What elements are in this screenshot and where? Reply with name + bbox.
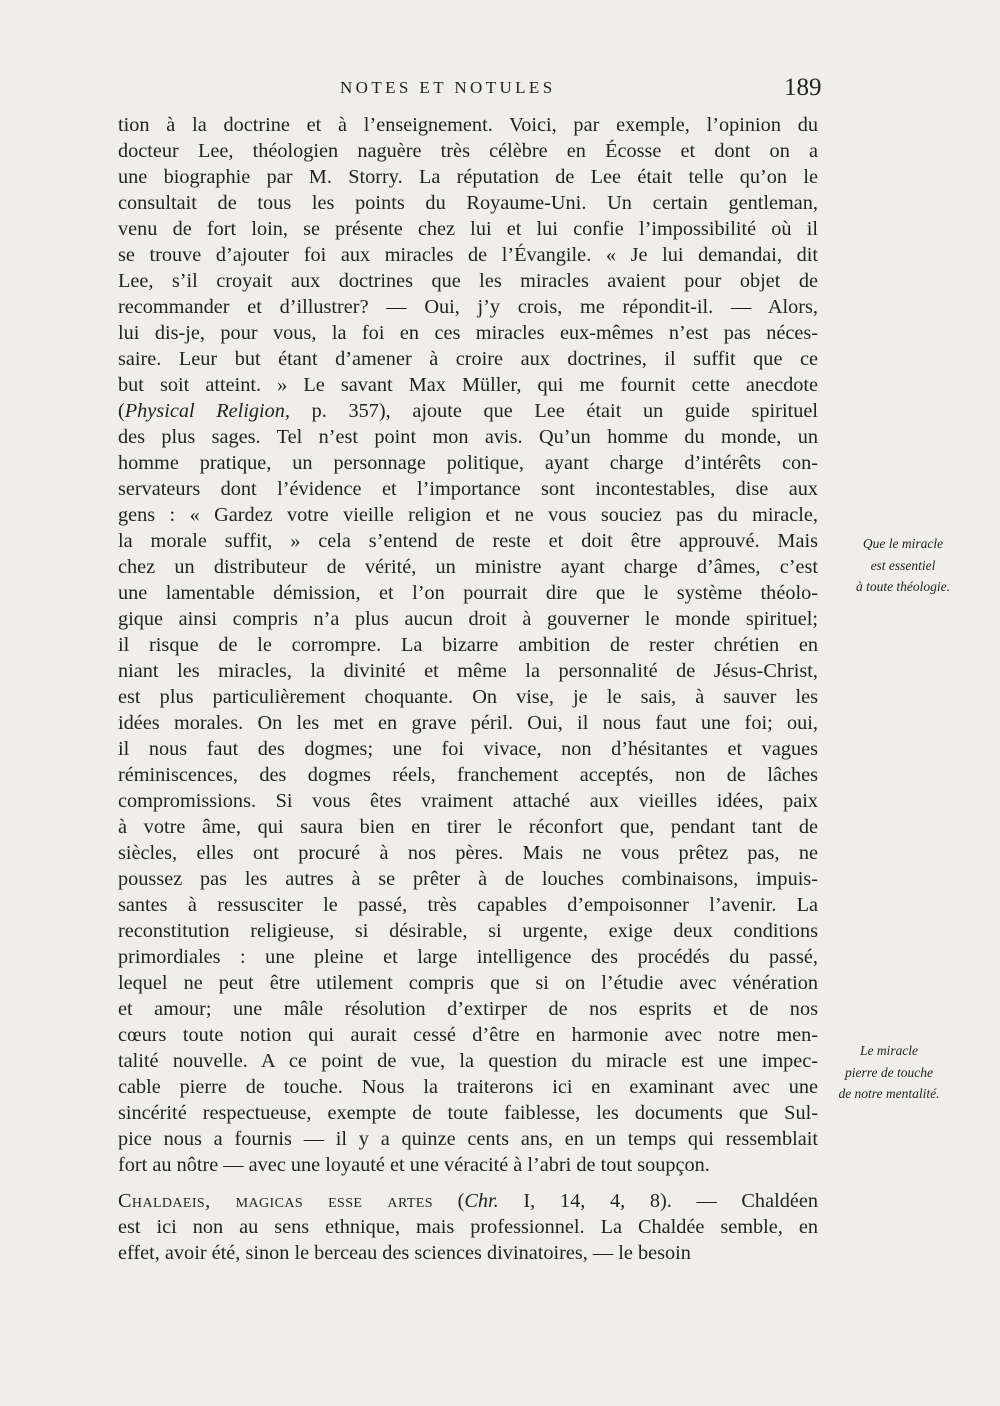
text-line: il nous faut des dogmes; une foi vivace, non d’hésitantes et vagues (118, 738, 818, 760)
text-line: servateurs dont l’évidence et l’importance sont incontestables, dise aux (118, 478, 818, 500)
book-title-italic: Physical Religion, (124, 400, 291, 422)
text-line: lui dis-je, pour vous, la foi en ces miracles eux-mêmes n’est pas néces- (118, 322, 818, 344)
text-line: idées morales. On les met en grave péril. Oui, il nous faut une foi; oui, (118, 712, 818, 734)
margin-note-line: à toute théologie. (855, 579, 951, 594)
text-line: recommander et d’illustrer? — Oui, j’y crois, me répondit-il. — Alors, (118, 296, 818, 318)
text-line: but soit atteint. » Le savant Max Müller, qui me fournit cette anecdote (118, 374, 818, 396)
margin-note (828, 533, 978, 598)
text-line: siècles, elles ont procuré à nos pères. Mais ne vous prêtez pas, ne (118, 842, 818, 864)
text-line: la morale suffit, » cela s’entend de reste et doit être approuvé. Mais (118, 530, 818, 552)
section-heading-latin: Chaldaeis, magicas esse artes (118, 1190, 433, 1212)
text-line: chez un distributeur de vérité, un ministre ayant charge d’âmes, c’est (118, 556, 818, 578)
text-line: saire. Leur but étant d’amener à croire aux doctrines, il suffit que ce (118, 348, 818, 370)
text-line: réminiscences, des dogmes réels, franchement acceptés, non de lâches (118, 764, 818, 786)
text-line: se trouve d’ajouter foi aux miracles de l’Évangile. « Je lui demandai, dit (118, 244, 818, 266)
text-line: des plus sages. Tel n’est point mon avis. Qu’un homme du monde, un (118, 426, 818, 448)
text-line: homme pratique, un personnage politique, ayant charge d’intérêts con- (118, 452, 818, 474)
section-heading-ref-italic: Chr. (464, 1190, 499, 1212)
margin-note-line: Que le miracle (862, 536, 944, 551)
text-line: il risque de le corrompre. La bizarre ambition de rester chrétien en (118, 634, 818, 656)
text-line: primordiales : une pleine et large intelligence des procédés du passé, (118, 946, 818, 968)
text-line: fort au nôtre — avec une loyauté et une véracité à l’abri de tout soupçon. (118, 1154, 710, 1176)
section-heading-ref: I, 14, 4, 8). — Chaldéen (498, 1190, 818, 1212)
text-line: consultait de tous les points du Royaume-Uni. Un certain gentleman, (118, 192, 818, 214)
text-line: poussez pas les autres à se prêter à de louches combinaisons, impuis- (118, 868, 818, 890)
page-number: 189 (784, 74, 822, 101)
text-line: gique ainsi compris n’a plus aucun droit à gouverner le monde spirituel; (118, 608, 818, 630)
section-heading-open-paren: ( (457, 1190, 465, 1212)
margin-note-line: pierre de touche (845, 1064, 933, 1080)
margin-note-line: Le miracle (859, 1043, 919, 1058)
text-line: niant les miracles, la divinité et même la personnalité de Jésus-Christ, (118, 660, 818, 682)
text-line: est plus particulièrement choquante. On vise, je le sais, à sauver les (118, 686, 818, 708)
text-line: Lee, s’il croyait aux doctrines que les miracles avaient pour objet de (118, 270, 818, 292)
text-line: compromissions. Si vous êtes vraiment attaché aux vieilles idées, paix (118, 790, 818, 812)
running-title: NOTES ET NOTULES (340, 78, 556, 97)
margin-note (814, 1040, 964, 1105)
text-line: est ici non au sens ethnique, mais professionnel. La Chaldée semble, en (118, 1216, 818, 1238)
text-line: reconstitution religieuse, si désirable, si urgente, exige deux conditions (118, 920, 818, 942)
text-line: venu de fort loin, se présente chez lui et lui confie l’impossibilité où il (118, 218, 818, 240)
section-heading-line (118, 1188, 818, 1214)
text-line: tion à la doctrine et à l’enseignement. Voici, par exemple, l’opinion du (118, 114, 818, 136)
text-line: à votre âme, qui saura bien en tirer le réconfort que, pendant tant de (118, 816, 818, 838)
text-line: (Physical Religion, p. 357), ajoute que Lee était un guide spirituel (118, 400, 818, 422)
text-line: sincérité respectueuse, exempte de toute faiblesse, les documents que Sul- (118, 1102, 818, 1124)
text-line: lequel ne peut être utilement compris que si on l’étudie avec vénération (118, 972, 818, 994)
text-line: gens : « Gardez votre vieille religion et ne vous souciez pas du miracle, (118, 504, 818, 526)
margin-note-line: de notre mentalité. (838, 1086, 940, 1101)
text-line: cable pierre de touche. Nous la traiterons ici en examinant avec une (118, 1076, 818, 1098)
text-line: santes à ressusciter le passé, très capables d’empoisonner l’avenir. La (118, 894, 818, 916)
text-line: pice nous a fournis — il y a quinze cents ans, en un temps qui ressemblait (118, 1128, 818, 1150)
text-line: une lamentable démission, et l’on pourrait dire que le système théolo- (118, 582, 818, 604)
margin-note-line: est essentiel (870, 557, 936, 573)
text-line: et amour; une mâle résolution d’extirper de nos esprits et de nos (118, 998, 818, 1020)
text-line: effet, avoir été, sinon le berceau des sciences divinatoires, — le besoin (118, 1242, 691, 1264)
text-line: cœurs toute notion qui aurait cessé d’être en harmonie avec notre men- (118, 1024, 818, 1046)
text-line: une biographie par M. Storry. La réputation de Lee était telle qu’on le (118, 166, 818, 188)
text-line: talité nouvelle. A ce point de vue, la question du miracle est une impec- (118, 1050, 818, 1072)
text-line: docteur Lee, théologien naguère très célèbre en Écosse et dont on a (118, 140, 818, 162)
